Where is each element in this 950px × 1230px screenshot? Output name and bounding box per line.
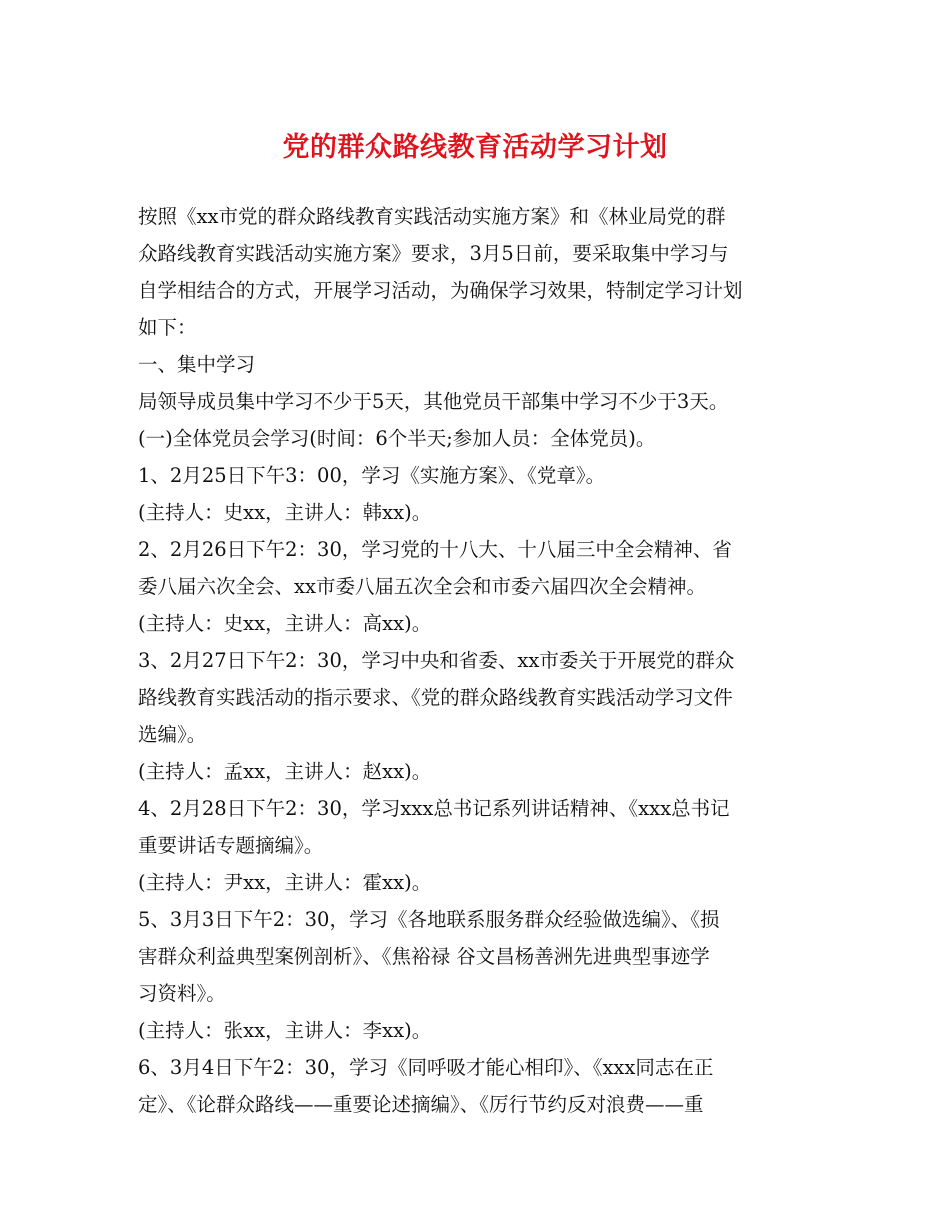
schedule-item: 4、2月28日下午2：30，学习xxx总书记系列讲话精神、《xxx总书记 — [138, 797, 730, 820]
schedule-item: 定》、《论群众路线——重要论述摘编》、《厉行节约反对浪费——重 — [138, 1093, 704, 1116]
schedule-host: (主持人：史xx，主讲人：韩xx)。 — [138, 501, 432, 524]
schedule-item: 重要讲话专题摘编》。 — [138, 834, 324, 857]
schedule-item: 2、2月26日下午2：30，学习党的十八大、十八届三中全会精神、省 — [138, 538, 732, 561]
document-body — [138, 198, 814, 1123]
schedule-item: 选编》。 — [138, 723, 207, 746]
schedule-host: (主持人：张xx，主讲人：李xx)。 — [138, 1019, 432, 1042]
schedule-host: (主持人：孟xx，主讲人：赵xx)。 — [138, 760, 432, 783]
schedule-item: 委八届六次全会、xx市委八届五次全会和市委六届四次全会精神。 — [138, 575, 706, 598]
paragraph-line: 如下： — [138, 316, 197, 339]
schedule-host: (主持人：史xx，主讲人：高xx)。 — [138, 612, 432, 635]
section-heading: 一、集中学习 — [138, 353, 256, 376]
paragraph-line: 局领导成员集中学习不少于5天，其他党员干部集中学习不少于3天。 — [138, 390, 729, 413]
schedule-item: 害群众利益典型案例剖析》、《焦裕禄 谷文昌杨善洲先进典型事迹学 — [138, 945, 710, 968]
schedule-item: 3、2月27日下午2：30，学习中央和省委、xx市委关于开展党的群众 — [138, 649, 735, 672]
document-title: 党的群众路线教育活动学习计划 — [282, 132, 668, 163]
schedule-item: 5、3月3日下午2：30，学习《各地联系服务群众经验做选编》、《损 — [138, 908, 720, 931]
schedule-item: 路线教育实践活动的指示要求、《党的群众路线教育实践活动学习文件 — [138, 686, 733, 709]
paragraph-line: 众路线教育实践活动实施方案》要求，3月5日前，要采取集中学习与 — [138, 242, 729, 265]
paragraph-line: 按照《xx市党的群众路线教育实践活动实施方案》和《林业局党的群 — [138, 205, 726, 228]
schedule-item: 习资料》。 — [138, 982, 226, 1005]
schedule-item: 1、2月25日下午3：00，学习《实施方案》、《党章》。 — [138, 464, 606, 487]
paragraph-line: 自学相结合的方式，开展学习活动，为确保学习效果，特制定学习计划 — [138, 279, 743, 302]
schedule-host: (主持人：尹xx，主讲人：霍xx)。 — [138, 871, 432, 894]
subsection-heading: (一)全体党员会学习(时间：6个半天;参加人员：全体党员)。 — [138, 427, 656, 450]
schedule-item: 6、3月4日下午2：30，学习《同呼吸才能心相印》、《xxx同志在正 — [138, 1056, 714, 1079]
